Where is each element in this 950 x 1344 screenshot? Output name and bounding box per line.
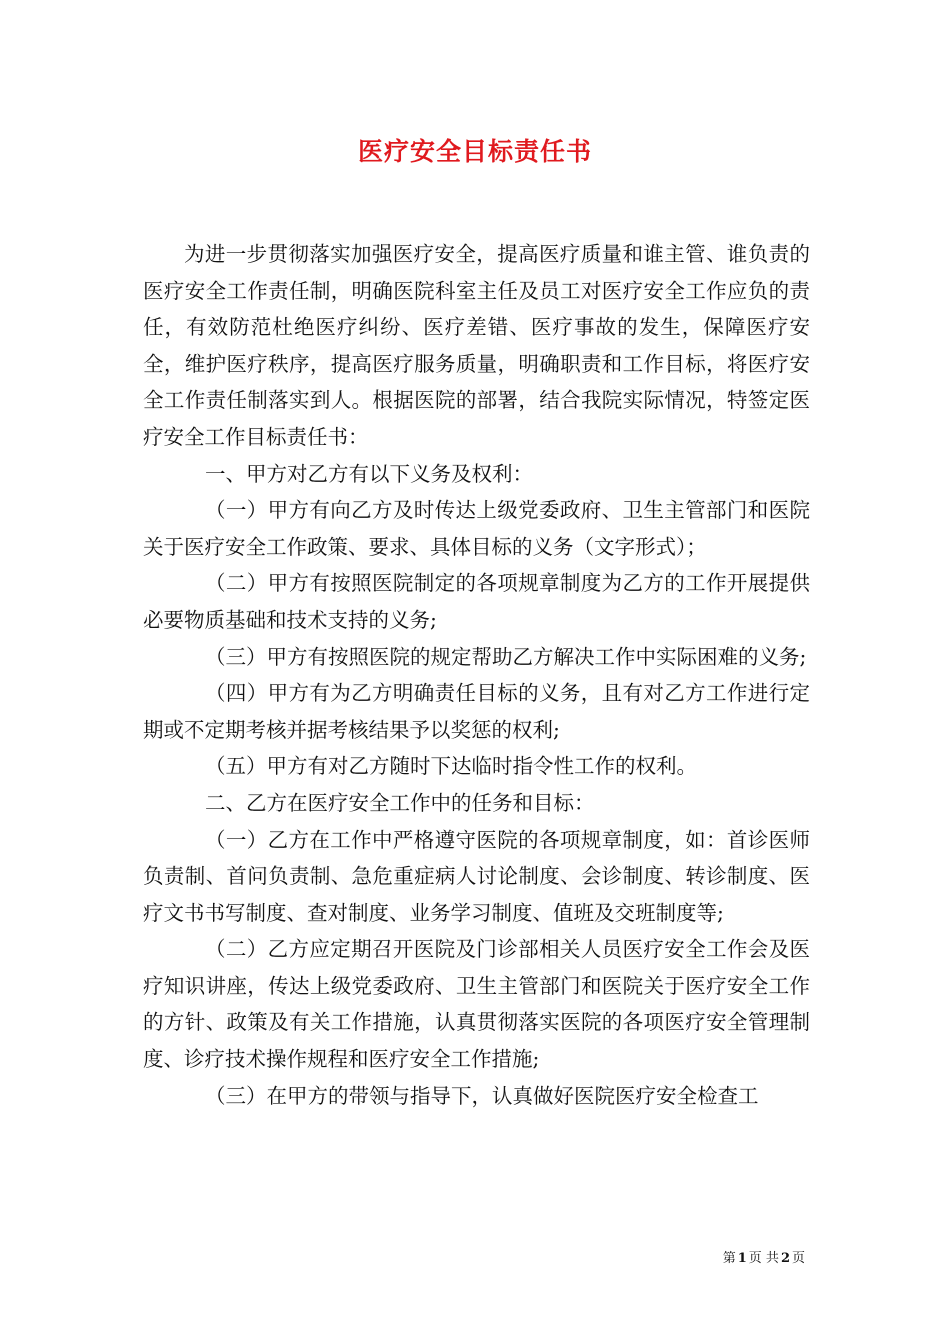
section-heading-2: 二、乙方在医疗安全工作中的任务和目标： <box>205 790 595 815</box>
clause-paragraph: （一）乙方在工作中严格遵守医院的各项规章制度，如：首诊医师负责制、首问负责制、急危重症病人讨论制度、会诊制度、转诊制度、医疗文书书写制度、查对制度、业务学习制度、值班及交班制度等; <box>143 827 810 925</box>
clause-paragraph: （二）甲方有按照医院制定的各项规章制度为乙方的工作开展提供必要物质基础和技术支持的义务; <box>143 571 810 632</box>
clause-paragraph: （五）甲方有对乙方随时下达临时指令性工作的权利。 <box>205 754 697 779</box>
footer-prefix: 第 <box>722 1251 736 1266</box>
footer-suffix: 页 <box>791 1251 805 1266</box>
footer-total-pages: 2 <box>780 1251 790 1266</box>
clause-paragraph: （三）甲方有按照医院的规定帮助乙方解决工作中实际困难的义务; <box>205 644 807 669</box>
document-body <box>143 236 810 1114</box>
footer-middle: 页 共 <box>748 1251 779 1266</box>
page-number-footer <box>723 1247 805 1266</box>
clause-paragraph: （二）乙方应定期召开医院及门诊部相关人员医疗安全工作会及医疗知识讲座，传达上级党委政府、卫生主管部门和医院关于医疗安全工作的方针、政策及有关工作措施，认真贯彻落实医院的各项医疗安全管理制度、诊疗技术操作规程和医疗安全工作措施; <box>143 937 810 1072</box>
clause-paragraph: （三）在甲方的带领与指导下，认真做好医院医疗安全检查工 <box>205 1083 759 1108</box>
clause-paragraph: （一）甲方有向乙方及时传达上级党委政府、卫生主管部门和医院关于医疗安全工作政策、要求、具体目标的义务（文字形式）； <box>143 498 810 559</box>
section-heading-1: 一、甲方对乙方有以下义务及权利： <box>205 461 533 486</box>
document-title: 医疗安全目标责任书 <box>357 137 592 166</box>
footer-current-page: 1 <box>737 1251 747 1266</box>
clause-paragraph: （四）甲方有为乙方明确责任目标的义务，且有对乙方工作进行定期或不定期考核并据考核结果予以奖惩的权利; <box>143 681 810 742</box>
intro-paragraph: 为进一步贯彻落实加强医疗安全，提高医疗质量和谁主管、谁负责的医疗安全工作责任制，明确医院科室主任及员工对医疗安全工作应负的责任，有效防范杜绝医疗纠纷、医疗差错、医疗事故的发生，保障医疗安全，维护医疗秩序，提高医疗服务质量，明确职责和工作目标，将医疗安全工作责任制落实到人。根据医院的部署，结合我院实际情况，特签定医疗安全工作目标责任书： <box>143 242 810 449</box>
